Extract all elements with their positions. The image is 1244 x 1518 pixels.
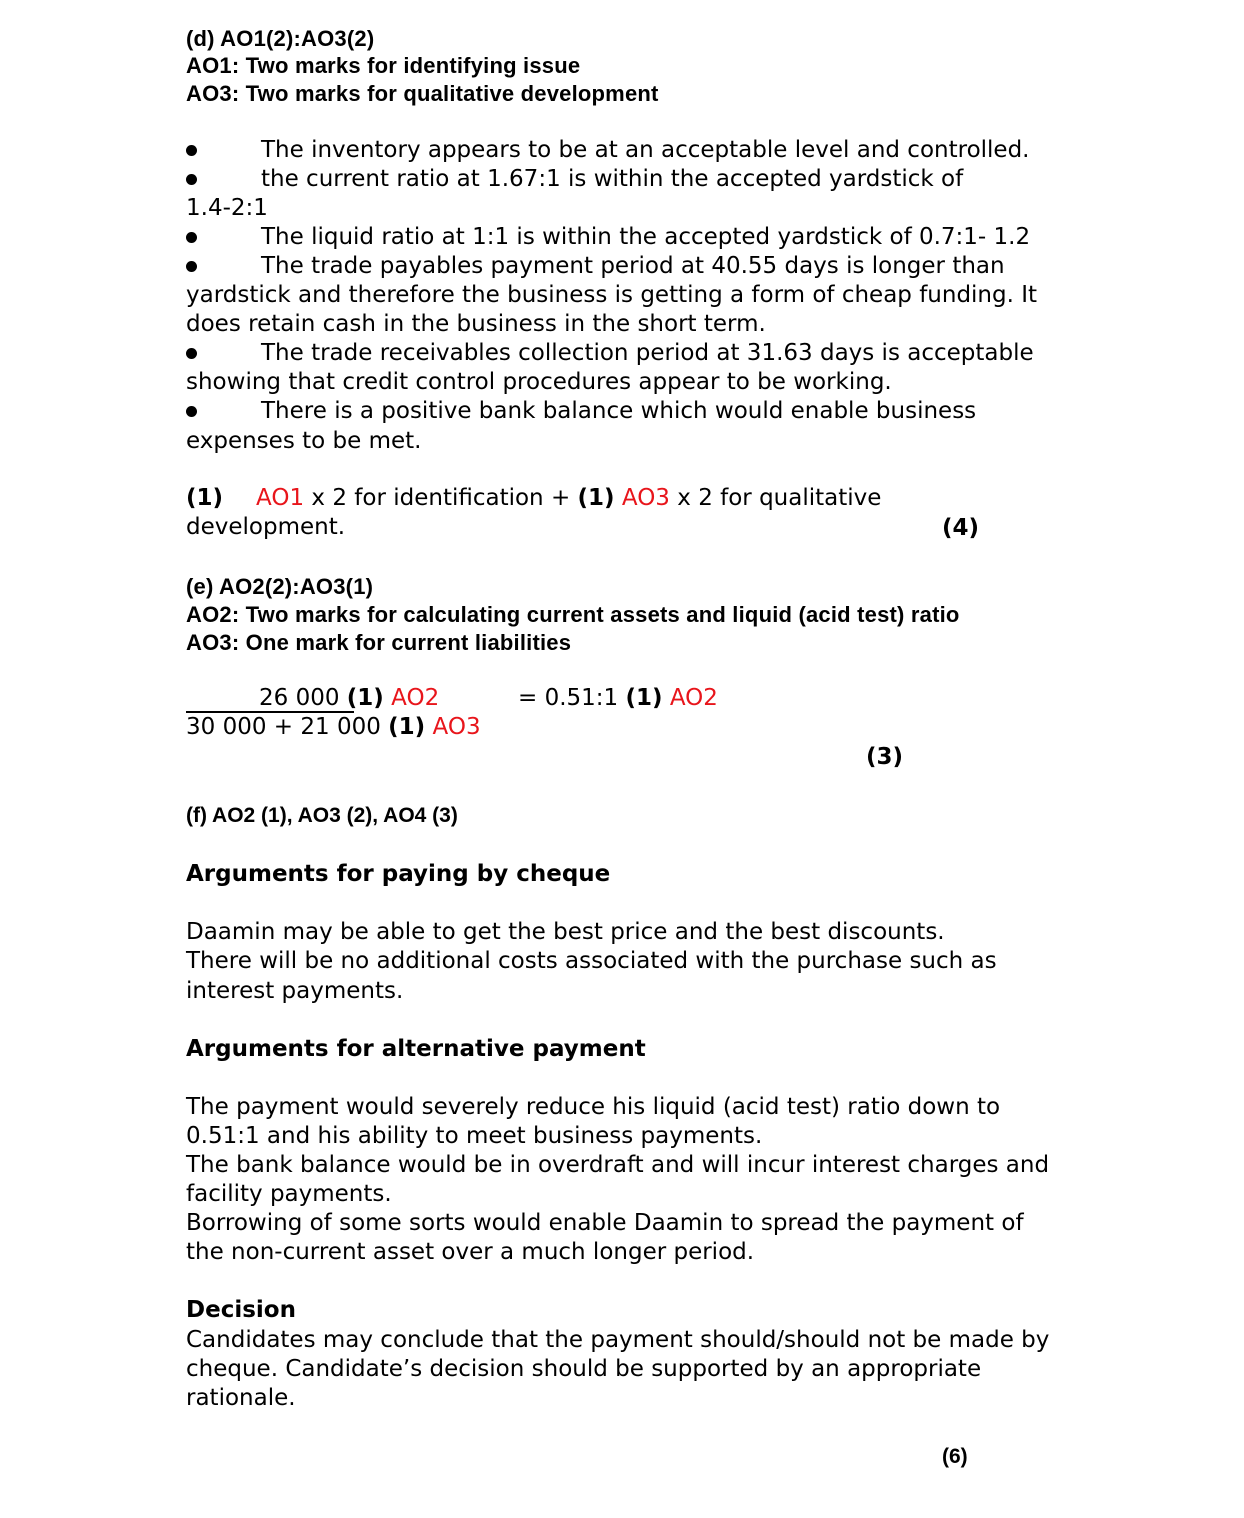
ao3-tag: AO3 [432,714,481,740]
bullet-payables-cont: yardstick and therefore the business is getting a form of cheap funding. It [186,282,1038,308]
mark-label: (1) [346,685,384,711]
alt-argument-2: The bank balance would be in overdraft and will incur interest charges and [186,1152,1050,1178]
ratio-result [518,684,718,713]
mark-label: (1) [625,685,663,711]
alt-argument-2-cont: facility payments. [186,1181,392,1207]
mark-label: (1) [388,714,426,740]
denominator-value: 30 000 + 21 000 [186,714,381,740]
bullet-current-ratio: the current ratio at 1.67:1 is within the accepted yardstick of [261,166,964,192]
bullet-icon [186,261,197,272]
marking-guidance-line [186,484,881,513]
section-e-total: (3) [866,744,904,770]
cheque-argument-2: There will be no additional costs associated with the purchase such as [186,948,997,974]
section-f-heading: (f) AO2 (1), AO3 (2), AO4 (3) [186,804,458,827]
bullet-icon [186,406,197,417]
bullet-current-ratio-cont: 1.4-2:1 [186,195,268,221]
ao3-tag: AO3 [621,485,670,511]
section-d-ao1-criteria: AO1: Two marks for identifying issue [186,53,581,78]
identification-text: x 2 for identification + [311,485,571,511]
decision-line-3: rationale. [186,1385,296,1411]
decision-title: Decision [186,1297,296,1323]
bullet-icon [186,145,197,156]
cheque-argument-2-cont: interest payments. [186,978,404,1004]
section-e-heading: (e) AO2(2):AO3(1) [186,574,374,599]
fraction-denominator [186,713,481,742]
section-e-ao3-criteria: AO3: One mark for current liabilities [186,630,572,655]
decision-line-1: Candidates may conclude that the payment should/should not be made by [186,1327,1050,1353]
bullet-icon [186,174,197,185]
ao2-tag: AO2 [391,685,440,711]
bullet-payables: The trade payables payment period at 40.55 days is longer than [261,253,1005,279]
alt-argument-3: Borrowing of some sorts would enable Daamin to spread the payment of [186,1210,1024,1236]
numerator-value: 26 000 [259,685,340,711]
alt-argument-3-cont: the non-current asset over a much longer period. [186,1239,755,1265]
section-d-total: (4) [942,515,980,541]
bullet-liquid-ratio: The liquid ratio at 1:1 is within the accepted yardstick of 0.7:1- 1.2 [261,224,1031,250]
bullet-icon [186,232,197,243]
mark-label: (1) [577,485,615,511]
mark-label: (1) [186,485,224,511]
bullet-payables-cont2: does retain cash in the business in the short term. [186,311,766,337]
fraction-numerator [259,684,439,713]
bullet-bank-balance-cont: expenses to be met. [186,428,422,454]
cheque-arguments-title: Arguments for paying by cheque [186,861,611,887]
alt-argument-1: The payment would severely reduce his liquid (acid test) ratio down to [186,1094,1001,1120]
cheque-argument-1: Daamin may be able to get the best price and the best discounts. [186,919,945,945]
section-e-ao2-criteria: AO2: Two marks for calculating current assets and liquid (acid test) ratio [186,602,960,627]
bullet-receivables-cont: showing that credit control procedures appear to be working. [186,369,892,395]
bullet-icon [186,348,197,359]
section-d-heading: (d) AO1(2):AO3(2) [186,26,375,51]
section-d-ao3-criteria: AO3: Two marks for qualitative development [186,81,659,106]
qualitative-text: x 2 for qualitative [677,485,882,511]
result-value: = 0.51:1 [518,685,619,711]
decision-line-2: cheque. Candidate’s decision should be supported by an appropriate [186,1356,982,1382]
bullet-bank-balance: There is a positive bank balance which would enable business [261,398,977,424]
bullet-receivables: The trade receivables collection period at 31.63 days is acceptable [261,340,1034,366]
development-text: development. [186,514,346,540]
ao1-tag: AO1 [256,485,305,511]
alternative-arguments-title: Arguments for alternative payment [186,1036,646,1062]
bullet-inventory: The inventory appears to be at an acceptable level and controlled. [261,137,1030,163]
ao2-tag: AO2 [669,685,718,711]
alt-argument-1-cont: 0.51:1 and his ability to meet business payments. [186,1123,763,1149]
section-f-total: (6) [942,1445,968,1468]
